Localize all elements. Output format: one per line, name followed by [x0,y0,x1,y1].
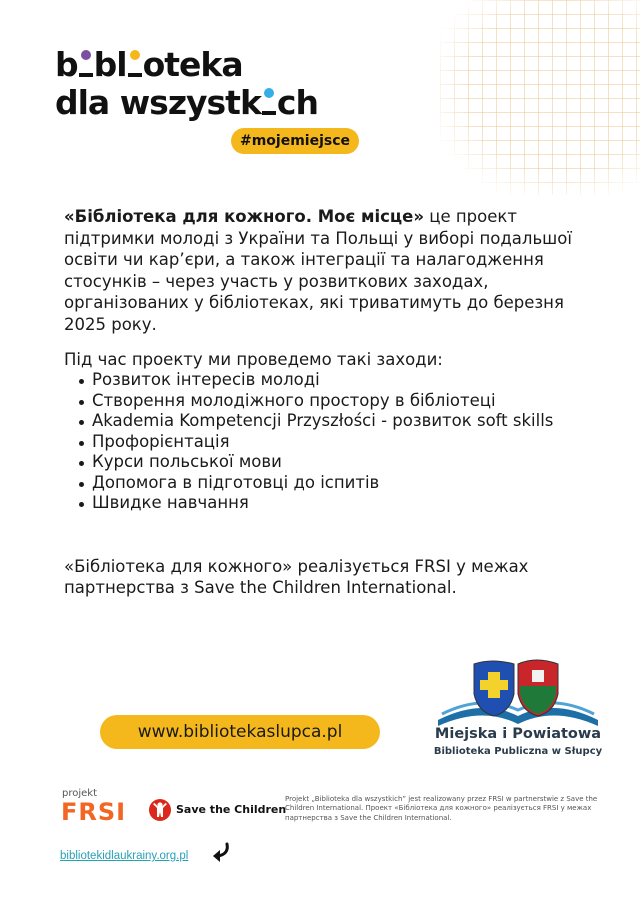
bibliotekidlaukrainy-link[interactable]: bibliotekidlaukrainy.org.pl [60,850,189,862]
library-name-line1: Miejska i Powiatowa [434,726,602,742]
footnote: Projekt „Biblioteka dla wszystkich” jest realizowany przez FRSI w partnerstwie z Save the Children International. Проект «Бібліотека для кожного» реалізується FRSI у межах партнерства з Save the Children International. [285,795,598,822]
list-item: Розвиток інтересів молоді [64,370,574,391]
logo-line-1: b bl oteka [55,45,243,84]
save-the-children-icon [148,798,172,822]
list-item: Курси польської мови [64,452,574,473]
list-item: Профорієнтація [64,432,574,453]
save-the-children-logo: Save the Children [176,803,287,816]
logo-line-2: dla wszystk ch [55,83,318,122]
partner-paragraph: «Бібліотека для кожного» реалізується FRSI у межах партнерства з Save the Children International. [64,557,529,597]
list-item: Akademia Kompetencji Przyszłości - розвиток soft skills [64,411,574,432]
frsi-logo: FRSI [61,798,127,826]
intro-text: це проект підтримки молоді з України та Польщі у виборі подальшої освіти чи кар’єри, а також інтеграції та налагодження стосунків – через участь у розвиткових заходах, організованих у бібліотеках, які триватимуть до березня 2025 року. [64,207,572,334]
doodles [410,0,640,200]
events-title: Під час проекту ми проведемо такі заходи: [64,350,443,369]
intro-paragraph [64,206,574,335]
events-list [64,370,574,514]
list-item: Швидке навчання [64,493,574,514]
library-website-link[interactable]: www.bibliotekaslupca.pl [100,715,380,749]
project-title: «Бібліотека для кожного. Моє місце» [64,207,425,226]
curved-arrow-icon [210,842,232,864]
hashtag-badge: #mojemiejsce [231,128,359,154]
biblioteka-dla-wszystkich-logo [55,46,318,122]
list-item: Створення молодіжного простору в бібліотеці [64,391,574,412]
list-item: Допомога в підготовці до іспитів [64,473,574,494]
library-name-line2: Biblioteka Publiczna w Słupcy [433,746,603,757]
projekt-label: projekt [62,788,97,799]
